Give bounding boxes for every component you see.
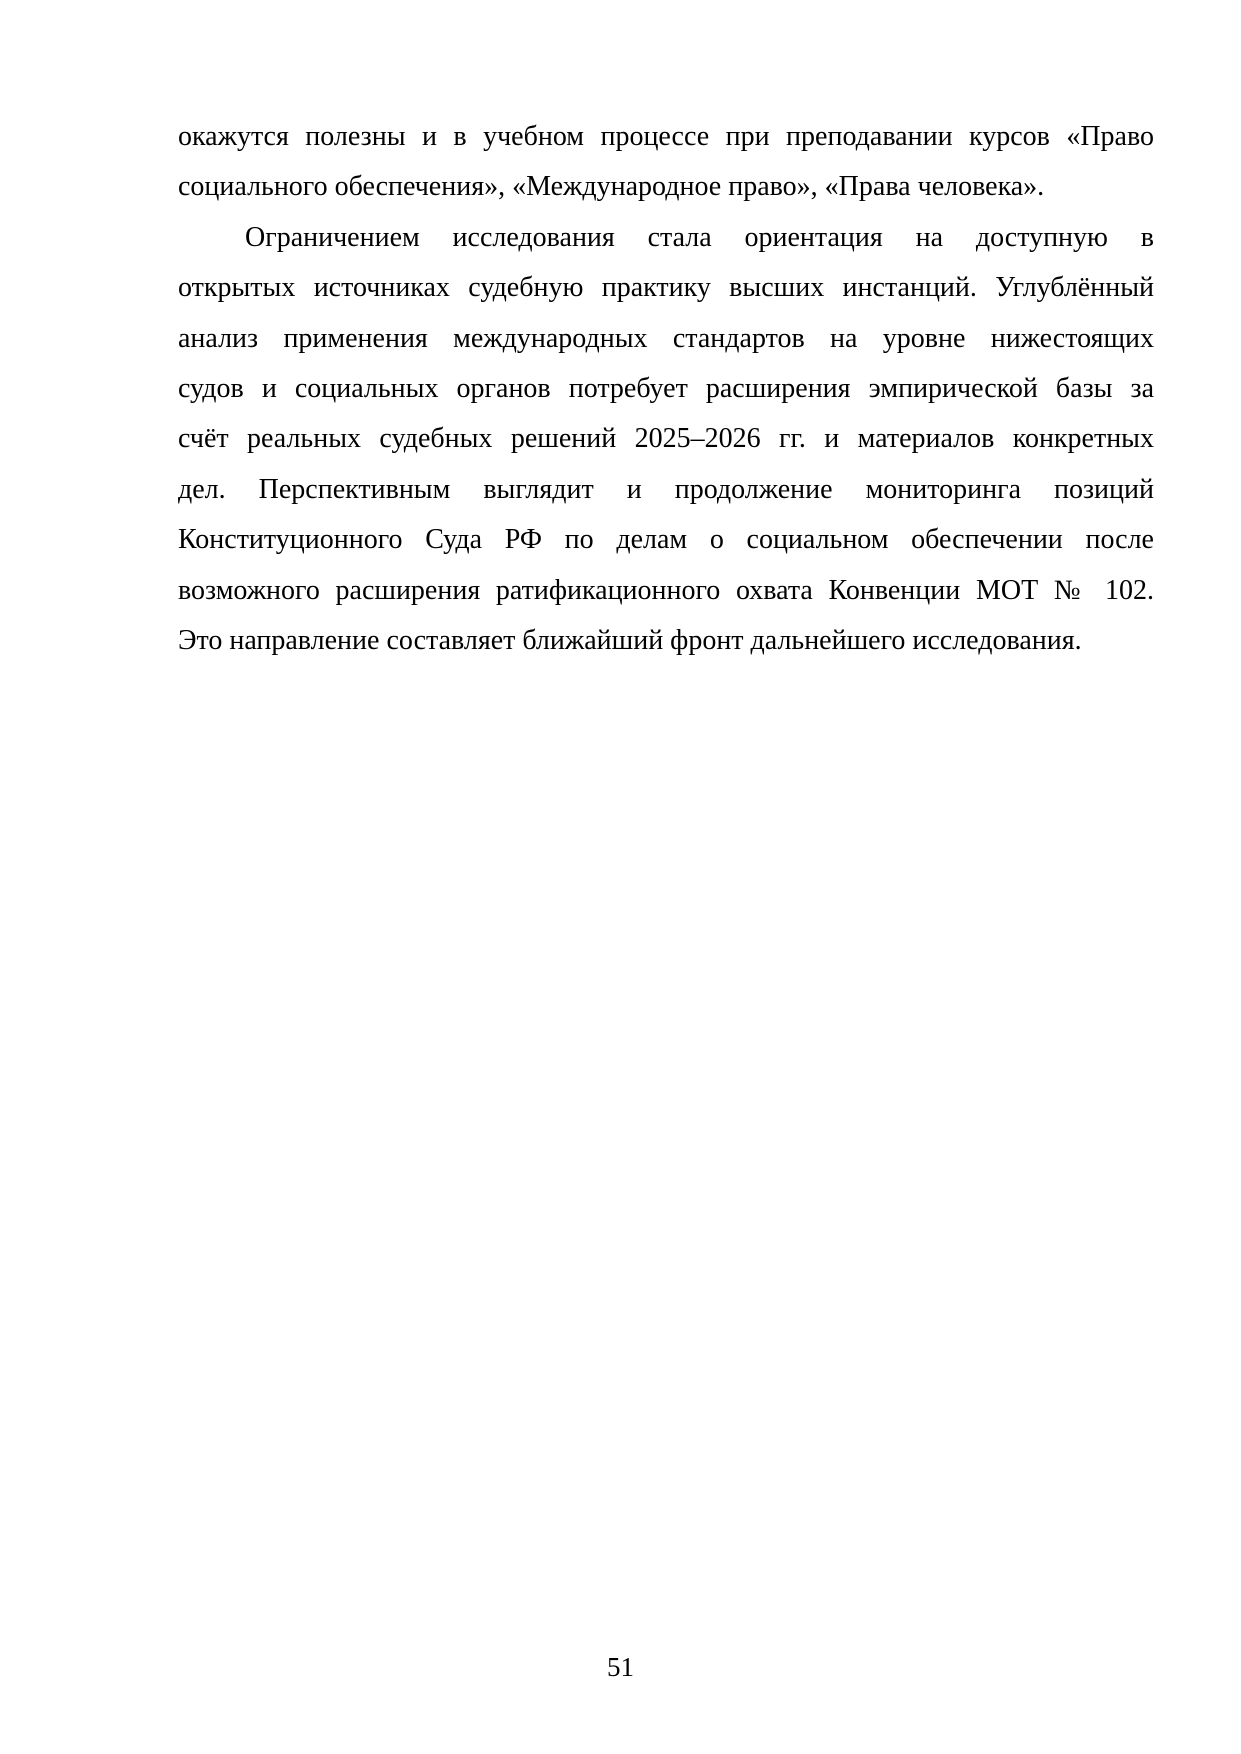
text-line: возможного расширения ратификационного охвата Конвенции МОТ № 102.	[178, 574, 1154, 606]
body-text	[178, 112, 1154, 666]
text-line: Это направление составляет ближайший фронт дальнейшего исследования.	[178, 625, 1082, 657]
page-number: 51	[607, 1652, 634, 1682]
text-line: анализ применения международных стандартов на уровне нижестоящих	[178, 322, 1154, 354]
text-line: окажутся полезны и в учебном процессе при преподавании курсов «Право	[178, 121, 1154, 152]
text-line: открытых источниках судебную практику высших инстанций. Углублённый	[178, 272, 1154, 304]
paragraph-limitations	[178, 213, 1154, 667]
paragraph-continuation	[178, 112, 1154, 213]
text-line: счёт реальных судебных решений 2025–2026 гг. и материалов конкретных	[178, 423, 1154, 455]
text-line: Ограничением исследования стала ориентация на доступную в	[245, 221, 1154, 253]
text-line: дел. Перспективным выглядит и продолжение мониторинга позиций	[178, 473, 1154, 505]
text-line: социального обеспечения», «Международное право», «Права человека».	[178, 171, 1045, 203]
text-line: судов и социальных органов потребует расширения эмпирической базы за	[178, 373, 1154, 405]
text-line: Конституционного Суда РФ по делам о социальном обеспечении после	[178, 524, 1154, 556]
